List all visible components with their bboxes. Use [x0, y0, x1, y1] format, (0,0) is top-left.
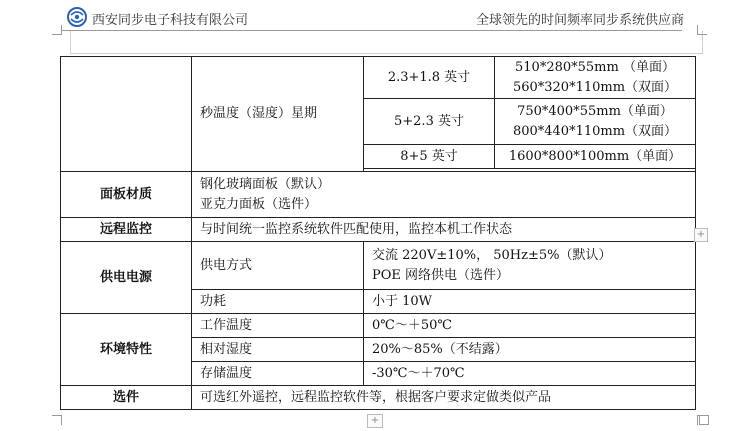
dimension-cell	[495, 99, 696, 145]
power-mode-key: 供电方式	[192, 242, 364, 290]
remote-monitor-row	[61, 218, 696, 242]
remote-monitor-value: 与时间统一监控系统软件匹配使用，监控本机工作状态	[192, 218, 696, 242]
dimension-value: 560*320*110mm（双面）	[512, 79, 678, 95]
options-label: 选件	[61, 386, 192, 410]
power-mode-cell	[364, 242, 696, 290]
panel-material-row	[61, 172, 696, 218]
size-cell: 2.3+1.8 英寸	[364, 57, 495, 99]
page-header	[0, 0, 750, 32]
company-slogan: 全球领先的时间频率同步系统供应商	[475, 13, 684, 28]
power-supply-label: 供电电源	[61, 242, 192, 314]
spec-table	[60, 56, 696, 410]
size-cell: 5+2.3 英寸	[364, 99, 495, 145]
table-resize-handle[interactable]	[699, 415, 709, 425]
crop-mark	[697, 25, 707, 35]
env-key: 存储温度	[192, 362, 364, 386]
power-consumption-value: 小于 10W	[364, 290, 696, 314]
previous-page-box	[70, 31, 703, 54]
options-value: 可选红外遥控，远程监控软件等，根据客户要求定做类似产品	[192, 386, 696, 410]
power-consumption-key: 功耗	[192, 290, 364, 314]
dimension-cell	[495, 57, 696, 99]
remote-monitor-label: 远程监控	[61, 218, 192, 242]
env-value: 20%～85%（不结露）	[364, 338, 696, 362]
company-name: 西安同步电子科技有限公司	[92, 13, 249, 28]
empty-category-cell	[61, 57, 192, 172]
env-row	[61, 314, 696, 338]
env-value: -30℃～＋70℃	[364, 362, 696, 386]
size-cell: 8+5 英寸	[364, 145, 495, 169]
dimension-value: 800*440*110mm（双面）	[512, 123, 678, 139]
env-key: 工作温度	[192, 314, 364, 338]
env-key: 相对湿度	[192, 338, 364, 362]
dimension-value: 1600*800*100mm（单面）	[495, 145, 696, 169]
add-row-handle[interactable]: +	[694, 228, 708, 242]
env-value: 0℃～＋50℃	[364, 314, 696, 338]
power-supply-row	[61, 242, 696, 290]
dimension-value: 750*400*55mm（单面）	[517, 103, 673, 119]
dimension-value: 510*280*55mm （单面）	[515, 59, 675, 75]
panel-material-cell	[192, 172, 696, 218]
crop-mark	[52, 25, 62, 35]
add-row-bottom-handle[interactable]: +	[367, 414, 383, 428]
options-row	[61, 386, 696, 410]
display-content-cell: 秒温度（湿度）星期	[192, 57, 364, 172]
company-logo-icon	[66, 6, 88, 28]
panel-material-label: 面板材质	[61, 172, 192, 218]
panel-material-option: 亚克力面板（选件）	[200, 196, 318, 212]
panel-material-default: 钢化玻璃面板（默认）	[200, 176, 331, 192]
crop-mark	[52, 415, 62, 425]
power-mode-ac: 交流 220V±10%， 50Hz±5%（默认）	[372, 247, 612, 263]
display-size-row	[61, 57, 696, 99]
environment-label: 环境特性	[61, 314, 192, 386]
power-mode-poe: POE 网络供电（选件）	[372, 267, 510, 283]
